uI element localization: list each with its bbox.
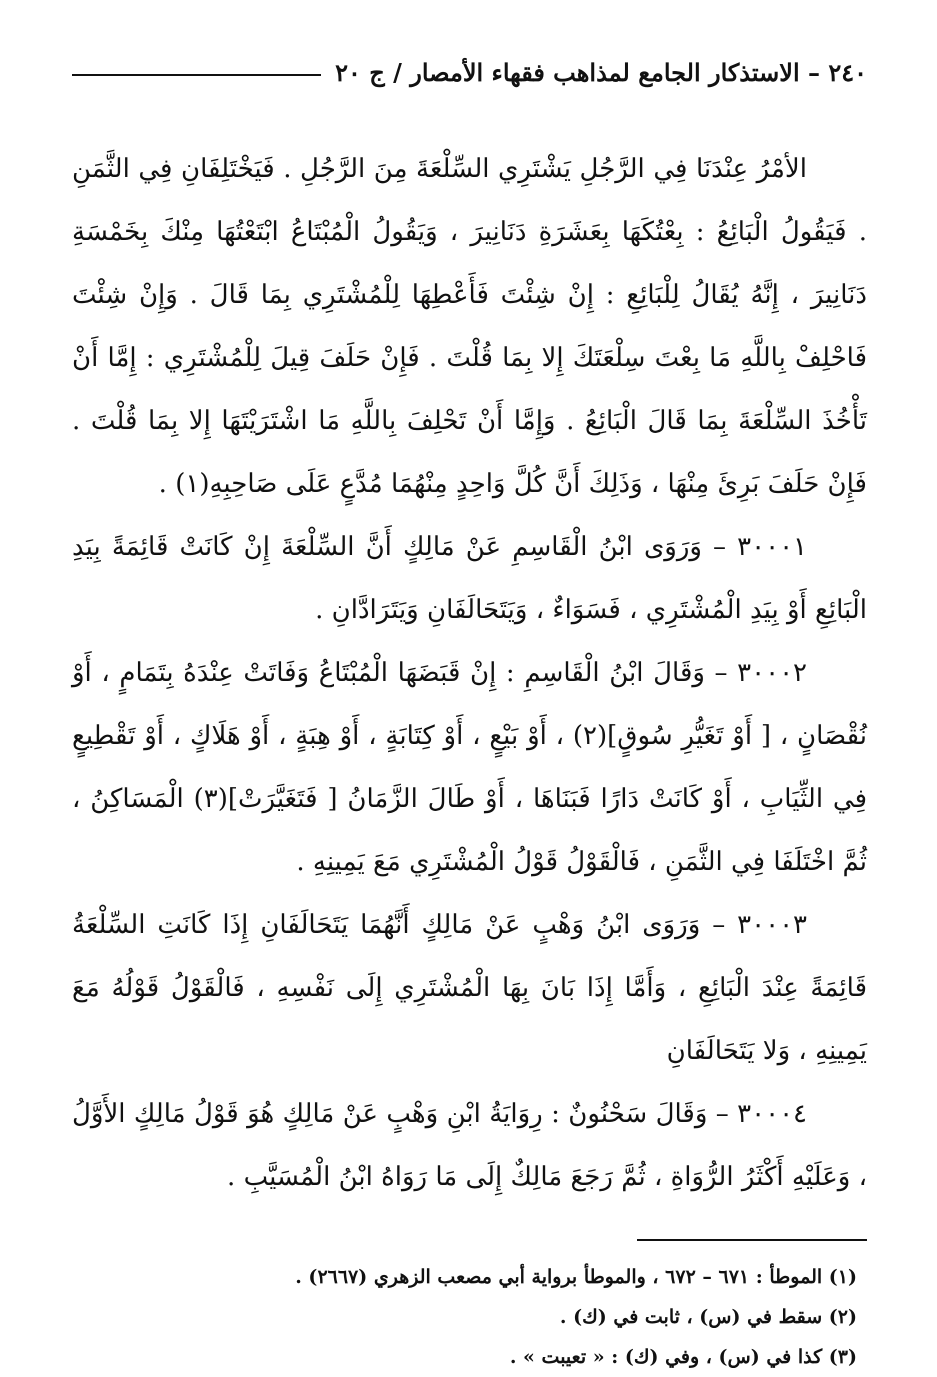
footnote: (١) الموطأ : ٦٧١ – ٦٧٢ ، والموطأ برواية أبي مصعب الزهري (٢٦٦٧) . xyxy=(295,1266,857,1288)
paragraph: ٣٠٠٠٤ – وَقَالَ سَحْنُونٌ : رِوَايَةُ ابْنِ وَهْبٍ عَنْ مَالِكٍ هُوَ قَوْلُ مَالِكٍ الأَوَّلُ ، وَعَلَيْهِ أَكْثَرُ الرُّوَاةِ ، ثُمَّ رَجَعَ مَالِكٌ إِلَى مَا رَوَاهُ ابْنُ الْمُسَيَّبِ . xyxy=(72,1099,867,1192)
header-rule xyxy=(72,74,321,76)
page-header-text: ٢٤٠ – الاستذكار الجامع لمذاهب فقهاء الأمصار / ج ٢٠ xyxy=(335,57,867,87)
page-number: ٢٤٠ xyxy=(828,57,867,87)
paragraph: الأمْرُ عِنْدَنَا فِي الرَّجُلِ يَشْتَرِي السِّلْعَةَ مِنَ الرَّجُلِ . فَيَخْتَلِفَانِ فِي الثَّمَنِ . فَيَقُولُ الْبَائِعُ : بِعْتُكَهَا بِعَشَرَةِ دَنَانِيرَ ، وَيَقُولُ الْمُبْتَاعُ ابْتَعْتُهَا مِنْكَ بِخَمْسَةِ دَنَانِيرَ ، إِنَّهُ يُقَالُ لِلْبَائِعِ : إِنْ شِئْتَ فَأَعْطِهَا لِلْمُشْتَرِي بِمَا قَالَ . وَإِنْ شِئْتَ فَاحْلِفْ بِاللَّهِ مَا بِعْتَ سِلْعَتَكَ إِلا بِمَا قُلْتَ . فَإِنْ حَلَفَ قِيلَ لِلْمُشْتَرِي : إِمَّا أَنْ تَأْخُذَ السِّلْعَةَ بِمَا قَالَ الْبَائِعُ . وَإِمَّا أَنْ تَحْلِفَ بِاللَّهِ مَا اشْتَرَيْتَهَا إِلا بِمَا قُلْتَ . فَإِنْ حَلَفَ بَرِئَ مِنْهَا ، وَذَلِكَ أَنَّ كُلَّ وَاحِدٍ مِنْهُمَا مُدَّعٍ عَلَى صَاحِبِهِ(١) . xyxy=(72,154,867,499)
footnote: (٣) كذا في (س) ، وفي (ك) : « تعيبت » . xyxy=(509,1346,857,1368)
paragraph: ٣٠٠٠٣ – وَرَوَى ابْنُ وَهْبٍ عَنْ مَالِكٍ أَنَّهُمَا يَتَحَالَفَانِ إِذَا كَانَتِ السِّلْعَةُ قَائِمَةً عِنْدَ الْبَائِعِ ، وَأَمَّا إِذَا بَانَ بِهَا الْمُشْتَرِي إِلَى نَفْسِهِ ، فَالْقَوْلُ قَوْلُهُ مَعَ يَمِينِهِ ، وَلا يَتَحَالَفَانِ xyxy=(72,910,867,1066)
book-title: الاستذكار الجامع لمذاهب فقهاء الأمصار / ج ٢٠ xyxy=(335,57,800,87)
main-text xyxy=(72,138,867,1209)
footnote-divider xyxy=(637,1239,867,1241)
page-header xyxy=(72,52,867,92)
paragraph: ٣٠٠٠٢ – وَقَالَ ابْنُ الْقَاسِمِ : إِنْ قَبَضَهَا الْمُبْتَاعُ وَفَاتَتْ عِنْدَهُ بِتَمَامٍ ، أَوْ نُقْصَانٍ ، [ أَوْ تَغَيُّرِ سُوقٍ](٢) ، أَوْ بَيْعٍ ، أَوْ كِتَابَةٍ ، أَوْ هِبَةٍ ، أَوْ هَلَاكٍ ، أَوْ تَقْطِيعٍ فِي الثِّيَابِ ، أَوْ كَانَتْ دَارًا فَبَنَاهَا ، أَوْ طَالَ الزَّمَانُ [ فَتَغَيَّرَتْ](٣) الْمَسَاكِنُ ، ثُمَّ اخْتَلَفَا فِي الثَّمَنِ ، فَالْقَوْلُ قَوْلُ الْمُشْتَرِي مَعَ يَمِينِهِ . xyxy=(72,658,868,877)
footnotes xyxy=(72,1257,867,1377)
footnote: (٢) سقط في (س) ، ثابت في (ك) . xyxy=(559,1306,857,1328)
paragraph: ٣٠٠٠١ – وَرَوَى ابْنُ الْقَاسِمِ عَنْ مَالِكٍ أَنَّ السِّلْعَةَ إِنْ كَانَتْ قَائِمَةً بِيَدِ الْبَائِعِ أَوْ بِيَدِ الْمُشْتَرِي ، فَسَوَاءٌ ، وَيَتَحَالَفَانِ وَيَتَرَادَّانِ . xyxy=(72,532,867,625)
